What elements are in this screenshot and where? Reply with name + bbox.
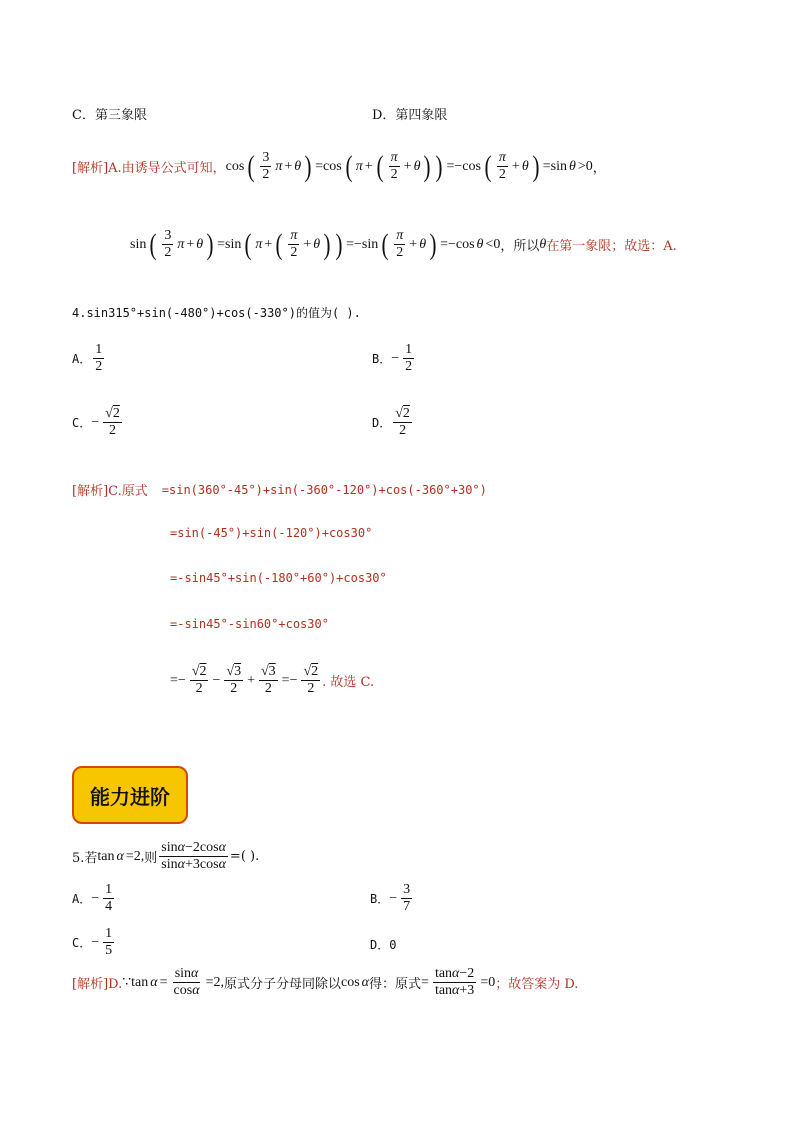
- q4-step3: =-sin45°+sin(-180°+60°)+cos30°: [170, 571, 387, 585]
- q3-solution-line1: [72, 150, 606, 183]
- q4-option-b: B． − $\frac{1}{2}$: [372, 342, 413, 375]
- q3-formula-2: sin ( $\frac{3}{2}$ π + θ ) =sin ( π + ( $\frac{\pi}{2}$ + θ ) ) =−sin ( $\frac{\pi}{2}$ + θ ) =−cos θ <0: [130, 227, 501, 261]
- q4-step2: =sin(-45°)+sin(-120°)+cos30°: [170, 526, 373, 540]
- q3-solution-prefix: [解析]A.由诱导公式可知，: [72, 161, 226, 177]
- q4-option-c-label: C．: [72, 416, 92, 431]
- q4-step4: =-sin45°-sin60°+cos30°: [170, 617, 329, 631]
- q4-option-d: D． $\frac{√2}{2}$: [372, 406, 410, 439]
- q5-solution-mid: 原式分子分母同除以: [223, 977, 341, 993]
- q5-option-c: C． − $\frac{1}{5}$: [72, 926, 113, 959]
- q5-solution-tail: ；故答案为 D.: [495, 977, 579, 993]
- q5-stem: 5.若 tan α =2, 则 $\frac{\sin\alpha-2\cos\alpha}{\sin\alpha+3\cos\alpha}$ =( ).: [72, 840, 260, 873]
- q4-step5-tail: . 故选 C.: [322, 675, 375, 691]
- q4-option-d-label: D．: [372, 416, 392, 431]
- q3-formula-1: cos ( $\frac{3}{2}$ π + θ ) =cos ( π + ( $\frac{\pi}{2}$ + θ ) ) =−cos ( $\frac{\pi}{2}$ + θ ) =sin θ >0: [225, 149, 593, 183]
- q5-option-d: D．0: [370, 938, 397, 952]
- q5-stem-tail: =( ).: [229, 849, 260, 865]
- q4-option-b-label: B．: [372, 352, 392, 367]
- section-badge: [72, 766, 188, 824]
- q4-step5-formula: =− $\frac{√2}{2}$ − $\frac{√3}{2}$ + $\frac{√3}{2}$ =− $\frac{√2}{2}$: [170, 664, 319, 697]
- q4-solution-prefix: [解析]C.原式: [72, 484, 148, 499]
- q4-option-a: A． $\frac{1}{2}$: [72, 342, 103, 375]
- q3-line2-tail: ，所以: [500, 239, 540, 255]
- q3-solution-line2: [130, 228, 677, 261]
- q4-option-a-label: A．: [72, 352, 92, 367]
- q3-option-d: D．第四象限: [372, 108, 448, 123]
- q4-step1: =sin(360°-45°)+sin(-360°-120°)+cos(-360°+30°): [161, 482, 487, 497]
- q5-solution-mid2: 得：原式: [369, 977, 422, 993]
- q5-option-b: B． − $\frac{3}{7}$: [370, 882, 411, 915]
- q5-option-a: A． − $\frac{1}{4}$: [72, 882, 113, 915]
- q5-stem-mid: 则: [144, 851, 158, 867]
- q5-solution-prefix: [解析]D.: [72, 977, 123, 993]
- theta-symbol: θ: [539, 236, 547, 252]
- q4-stem: 4.sin315°+sin(-480°)+cos(-330°)的值为( ).: [72, 306, 361, 320]
- q4-step5: [170, 664, 374, 697]
- q4-option-c: C． − $\frac{√2}{2}$: [72, 406, 120, 439]
- q5-option-a-label: A．: [72, 892, 92, 907]
- q5-option-c-label: C．: [72, 936, 92, 951]
- q3-line2-tail2: 在第一象限；故选：A.: [546, 239, 677, 255]
- q5-solution: [解析]D. ∵tan α = $\frac{\sin\alpha}{\cos\alpha}$ =2, 原式分子分母同除以 cos α 得：原式 = $\frac{\tan\alpha-2}{\tan\alpha+3}$ =0 ；故答案为 D.: [72, 966, 579, 999]
- q4-solution-line1: [72, 480, 487, 499]
- section-title: 能力进阶: [90, 784, 170, 809]
- q5-stem-prefix: 5.若: [72, 851, 98, 867]
- q5-option-b-label: B．: [370, 892, 390, 907]
- q3-option-c: C．第三象限: [72, 108, 147, 123]
- q3-line1-tail: ，: [592, 161, 606, 177]
